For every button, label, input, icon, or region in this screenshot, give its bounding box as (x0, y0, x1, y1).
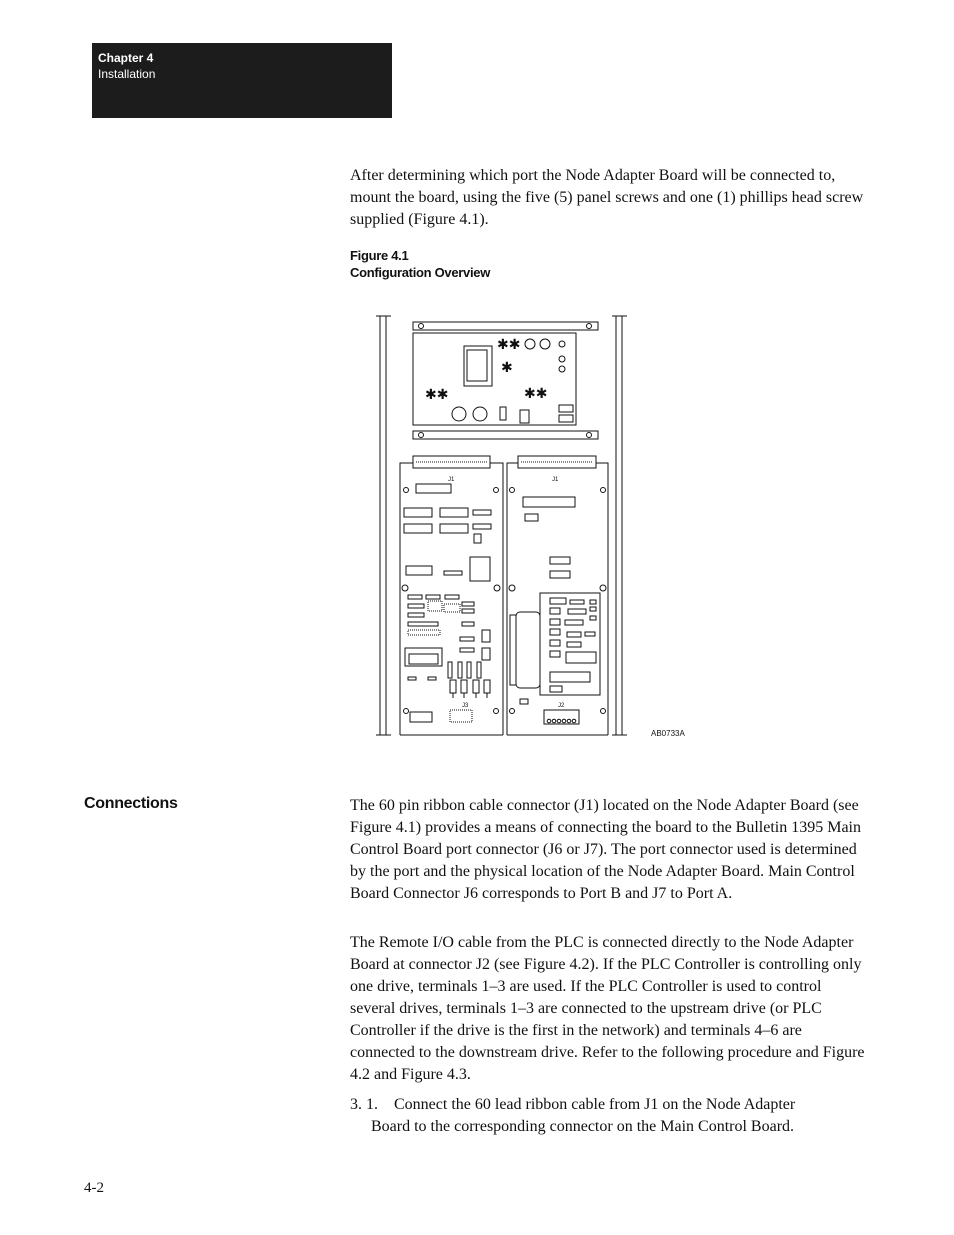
section-label: Installation (98, 67, 156, 81)
step-first-line: 3. 1. Connect the 60 lead ribbon cable from J1 on the Node Adapter (350, 1096, 796, 1113)
svg-text:✱: ✱ (501, 359, 513, 375)
page-number: 4-2 (84, 1180, 104, 1196)
figure-id: AB0733A (651, 729, 685, 738)
connections-paragraph-1: The 60 pin ribbon cable connector (J1) located on the Node Adapter Board (see Figure 4.1) provides a means of connecting the board to the Bulletin 1395 Main Control Board port connector (J6 or J7). The port connector used is determined by the port and the physical location of the Node Adapter Board. Main Control Board Connector J6 corresponds to Port B and J7 to Port A. (350, 797, 861, 902)
j2-label: J2 (558, 703, 565, 709)
right-rail (612, 316, 627, 735)
right-j1-label: J1 (552, 477, 559, 483)
mid-bracket (413, 431, 598, 439)
figure-title: Configuration Overview (350, 265, 491, 280)
left-board (400, 456, 503, 735)
svg-text:✱✱: ✱✱ (524, 385, 548, 401)
connections-heading: Connections (84, 795, 178, 812)
connections-paragraph-2: The Remote I/O cable from the PLC is connected directly to the Node Adapter Board at connector J2 (see Figure 4.2). If the PLC Controller is controlling only one drive, terminals 1–3 are used. If the PLC Controller is used to control several drives, terminals 1–3 are connected to the upstream drive (or PLC Controller if the drive is the first in the network) and terminals 4–6 are connected to the downstream drive. Refer to the following procedure and Figure 4.2 and Figure 4.3. (350, 934, 865, 1083)
node-adapter-board (413, 333, 576, 425)
right-board (507, 456, 608, 735)
procedure-step (350, 1094, 870, 1138)
configuration-overview-diagram (375, 310, 645, 740)
j3-label: J3 (462, 703, 469, 709)
svg-text:✱✱: ✱✱ (425, 386, 449, 402)
step-second-line: Board to the corresponding connector on the Main Control Board. (371, 1118, 795, 1135)
left-rail (376, 316, 391, 735)
top-bracket (413, 322, 598, 330)
figure-caption (350, 247, 490, 281)
chapter-label: Chapter 4 (98, 51, 154, 65)
left-j1-label: J1 (448, 477, 455, 483)
svg-text:✱✱: ✱✱ (497, 336, 521, 352)
chapter-header (92, 43, 392, 118)
figure-number: Figure 4.1 (350, 248, 409, 263)
intro-paragraph: After determining which port the Node Adapter Board will be connected to, mount the board, using the five (5) panel screws and one (1) phillips head screw supplied (Figure 4.1). (350, 167, 864, 228)
